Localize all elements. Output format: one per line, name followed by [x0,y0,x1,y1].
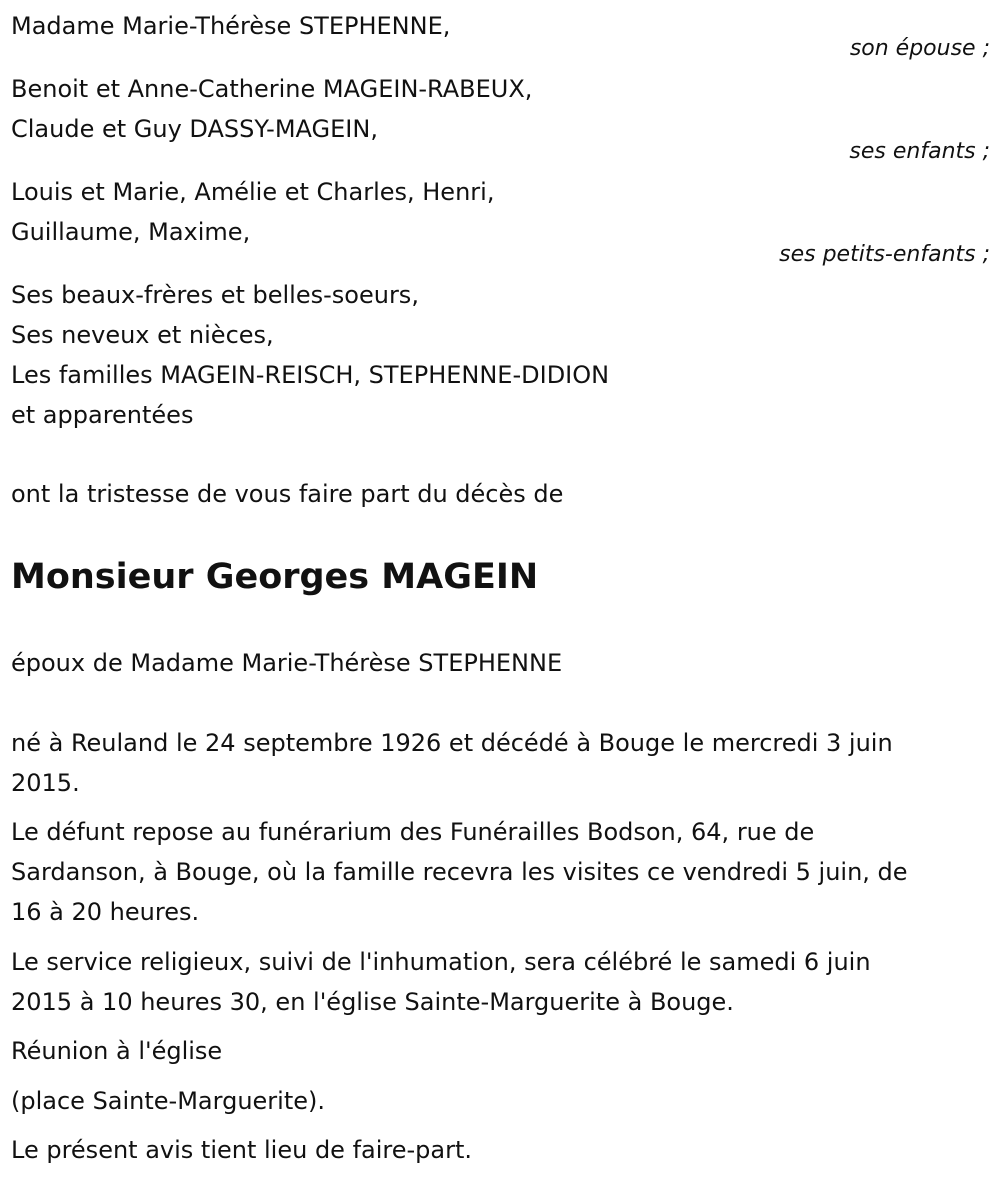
relatives-line-4: et apparentées [11,401,194,429]
birth-death-line-1: né à Reuland le 24 septembre 1926 et décédé à Bouge le mercredi 3 juin [11,729,893,757]
grandchildren-line-1: Louis et Marie, Amélie et Charles, Henri, [11,178,495,206]
birth-death-line-2: 2015. [11,769,80,797]
children-line-2: Claude et Guy DASSY-MAGEIN, [11,115,378,143]
relatives-line-2: Ses neveux et nièces, [11,321,274,349]
grandchildren-role: ses petits-enfants ; [779,242,990,267]
relatives-line-1: Ses beaux-frères et belles-soeurs, [11,281,419,309]
spouse-name: Madame Marie-Thérèse STEPHENNE, [11,12,451,40]
visitation-line-2: Sardanson, à Bouge, où la famille recevra les visites ce vendredi 5 juin, de [11,858,908,886]
children-line-1: Benoit et Anne-Catherine MAGEIN-RABEUX, [11,75,533,103]
spouse-of-line: époux de Madame Marie-Thérèse STEPHENNE [11,649,563,677]
place-line: (place Sainte-Marguerite). [11,1087,325,1115]
children-role: ses enfants ; [849,139,990,164]
visitation-line-3: 16 à 20 heures. [11,898,200,926]
announcement-text: ont la tristesse de vous faire part du décès de [11,480,564,508]
service-line-2: 2015 à 10 heures 30, en l'église Sainte-Marguerite à Bouge. [11,988,734,1016]
visitation-line-1: Le défunt repose au funérarium des Funérailles Bodson, 64, rue de [11,818,815,846]
service-line-1: Le service religieux, suivi de l'inhumation, sera célébré le samedi 6 juin [11,948,871,976]
closing-line: Le présent avis tient lieu de faire-part. [11,1136,473,1164]
meeting-line: Réunion à l'église [11,1037,223,1065]
deceased-name: Monsieur Georges MAGEIN [11,557,539,597]
relatives-line-3: Les familles MAGEIN-REISCH, STEPHENNE-DIDION [11,361,610,389]
spouse-role: son épouse ; [849,36,990,61]
grandchildren-line-2: Guillaume, Maxime, [11,218,251,246]
